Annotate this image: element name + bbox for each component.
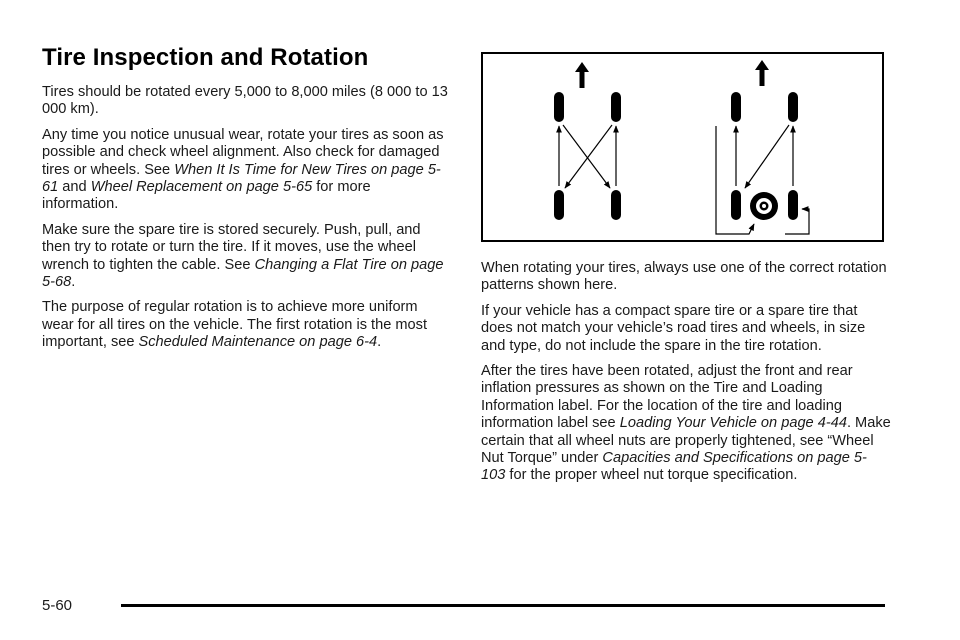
- after-rotation-paragraph: After the tires have been rotated, adjust the front and rear inflation pressures as shown on the Tire and Loading Information label. For the location of the tire and loading information label see Loading Your Vehicle on page 4-44. Make certain that all wheel nuts are properly tightened, see “Wheel Nut Torque” under Capacities and Specifications on page 5-103 for the proper wheel nut torque specification.: [481, 363, 891, 484]
- right-column: [481, 260, 891, 493]
- page-title: Tire Inspection and Rotation: [42, 44, 369, 71]
- rotation-pattern-diagram: [483, 54, 882, 240]
- rotation-arrow-icon: [565, 125, 612, 188]
- rotation-purpose-paragraph: The purpose of regular rotation is to achieve more uniform wear for all tires on the vehicle. The first rotation is the most important, see Scheduled Maintenance on page 6-4.: [42, 299, 428, 351]
- spare-tire-paragraph: Make sure the spare tire is stored securely. Push, pull, and then try to rotate or turn the tire. If it moves, use the wheel wrench to tighten the cable. See Changing a Flat Tire on page 5-68.: [42, 221, 444, 291]
- unusual-wear-paragraph: Any time you notice unusual wear, rotate your tires as soon as possible and check wheel alignment. Also check for damaged tires or wheels. See When It Is Time for New Tires on page 5-61 and Wheel Replacement on page 5-65 for more information.: [42, 126, 444, 213]
- rotation-arrow-icon: [563, 125, 610, 188]
- left-column: [42, 84, 450, 360]
- spare-tire-icon: [750, 192, 778, 220]
- tire-icon: [731, 92, 741, 122]
- new-tires-reference[interactable]: When It Is Time for New Tires on page 5-61: [42, 161, 441, 196]
- wheel-replacement-reference[interactable]: Wheel Replacement on page 5-65: [90, 179, 313, 196]
- tire-icon: [788, 190, 798, 220]
- flat-tire-reference[interactable]: Changing a Flat Tire on page 5-68: [42, 256, 444, 291]
- tire-icon: [611, 190, 621, 220]
- forward-arrow-icon: [755, 60, 769, 86]
- scheduled-maintenance-reference[interactable]: Scheduled Maintenance on page 6-4: [138, 334, 378, 351]
- tire-icon: [554, 92, 564, 122]
- capacities-specifications-reference[interactable]: Capacities and Specifications on page 5-103: [481, 450, 867, 484]
- compact-spare-paragraph: If your vehicle has a compact spare tire or a spare tire that does not match your vehicle’s road tires and wheels, in size and type, do not include the spare in the tire rotation.: [481, 302, 866, 354]
- rotation-pattern-figure: [481, 52, 884, 242]
- loading-vehicle-reference[interactable]: Loading Your Vehicle on page 4-44: [619, 415, 847, 432]
- page-number: 5-60: [42, 597, 73, 614]
- forward-arrow-icon: [575, 62, 589, 88]
- rotation-interval-paragraph: Tires should be rotated every 5,000 to 8,000 miles (8 000 to 13 000 km).: [42, 84, 448, 118]
- tire-icon: [788, 92, 798, 122]
- tire-icon: [731, 190, 741, 220]
- rotation-patterns-paragraph: When rotating your tires, always use one of the correct rotation patterns shown here.: [481, 260, 887, 294]
- rotation-arrow-icon: [745, 125, 789, 188]
- footer-rule: [121, 604, 885, 607]
- tire-icon: [611, 92, 621, 122]
- tire-icon: [554, 190, 564, 220]
